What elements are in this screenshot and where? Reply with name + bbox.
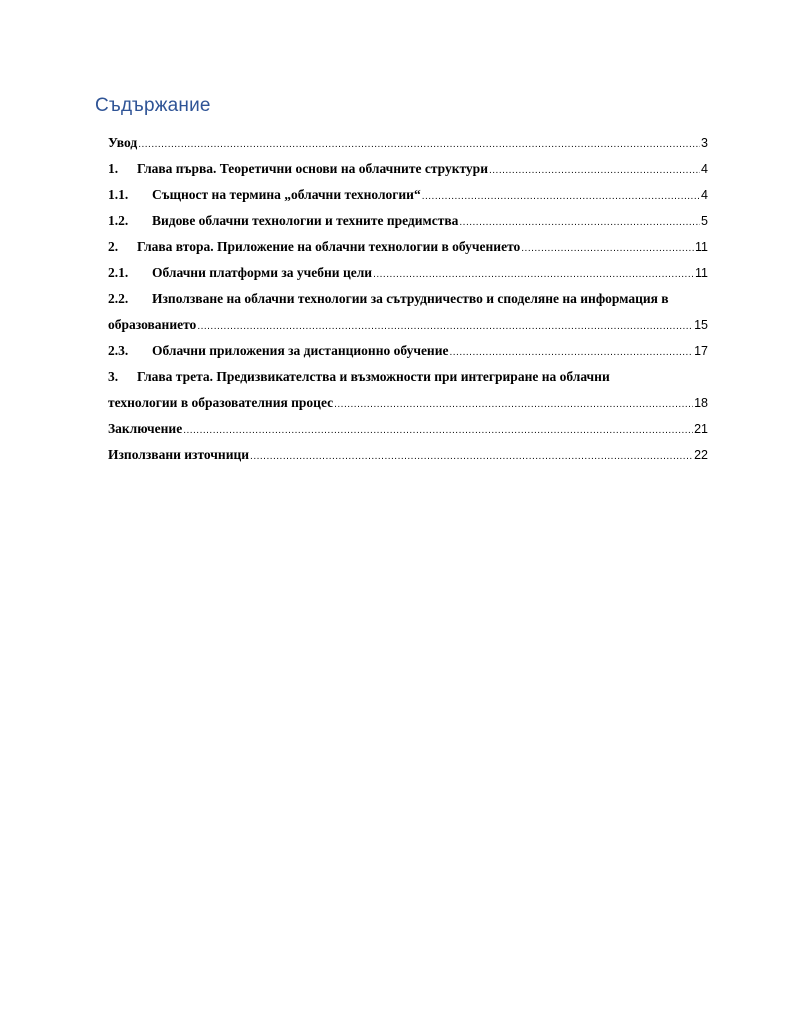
toc-entry-page: 4 bbox=[701, 188, 708, 202]
toc-leader-dots bbox=[373, 262, 694, 288]
toc-entry-number: 1.2. bbox=[108, 213, 129, 228]
toc-entry-page: 4 bbox=[701, 162, 708, 176]
toc-entry-text: Облачни приложения за дистанционно обучение bbox=[152, 343, 449, 358]
toc-leader-dots bbox=[489, 158, 700, 184]
toc-title: Съдържание bbox=[95, 95, 211, 116]
toc-leader-dots bbox=[450, 340, 694, 366]
toc-entry-text: Глава втора. Приложение на облачни технологии в обучението bbox=[137, 239, 521, 254]
toc-entry-text: Глава първа. Теоретични основи на облачните структури bbox=[137, 161, 488, 176]
toc-leader-dots bbox=[197, 314, 693, 340]
toc-entry-page: 11 bbox=[695, 240, 708, 254]
toc-entry-number: 2.1. bbox=[108, 265, 129, 280]
toc-entry-conclusion[interactable] bbox=[108, 416, 708, 442]
toc-leader-dots bbox=[250, 444, 693, 470]
toc-entry-chapter-3[interactable] bbox=[108, 364, 708, 390]
toc-entry-number: 1.1. bbox=[108, 187, 129, 202]
toc-entry-chapter-3-continued[interactable] bbox=[108, 390, 708, 416]
toc-leader-dots bbox=[138, 132, 700, 158]
toc-entry-number: 3. bbox=[108, 369, 119, 384]
toc-entry-section-2-1[interactable] bbox=[108, 260, 708, 286]
toc-entry-page: 5 bbox=[701, 214, 708, 228]
toc-entry-page: 17 bbox=[694, 344, 708, 358]
toc-leader-dots bbox=[422, 184, 700, 210]
toc-entry-page: 18 bbox=[694, 396, 708, 410]
toc-leader-dots bbox=[521, 236, 694, 262]
toc-entry-text: Облачни платформи за учебни цели bbox=[152, 265, 373, 280]
toc-entry-section-1-1[interactable] bbox=[108, 182, 708, 208]
toc-entry-page: 11 bbox=[695, 266, 708, 280]
toc-entry-text-continued: образованието bbox=[108, 317, 197, 332]
toc-entry-chapter-2[interactable] bbox=[108, 234, 708, 260]
toc-entry-section-1-2[interactable] bbox=[108, 208, 708, 234]
toc-entry-text: Използване на облачни технологии за сътрудничество и споделяне на информация в bbox=[152, 291, 669, 306]
table-of-contents bbox=[108, 130, 708, 468]
toc-entry-number: 2. bbox=[108, 239, 119, 254]
toc-entry-number: 2.2. bbox=[108, 291, 129, 306]
toc-leader-dots bbox=[183, 418, 693, 444]
toc-entry-text: Заключение bbox=[108, 421, 183, 436]
toc-entry-text: Видове облачни технологии и техните предимства bbox=[152, 213, 459, 228]
toc-entry-section-2-2-continued[interactable] bbox=[108, 312, 708, 338]
toc-entry-number: 1. bbox=[108, 161, 119, 176]
toc-entry-page: 21 bbox=[694, 422, 708, 436]
toc-entry-text: Глава трета. Предизвикателства и възможности при интегриране на облачни bbox=[137, 369, 610, 384]
toc-entry-section-2-2[interactable] bbox=[108, 286, 708, 312]
toc-entry-chapter-1[interactable] bbox=[108, 156, 708, 182]
toc-entry-number: 2.3. bbox=[108, 343, 129, 358]
toc-entry-intro[interactable] bbox=[108, 130, 708, 156]
toc-leader-dots bbox=[334, 392, 693, 418]
toc-entry-text: Увод bbox=[108, 135, 138, 150]
toc-entry-section-2-3[interactable] bbox=[108, 338, 708, 364]
toc-entry-page: 22 bbox=[694, 448, 708, 462]
toc-leader-dots bbox=[459, 210, 700, 236]
toc-entry-page: 15 bbox=[694, 318, 708, 332]
toc-entry-text-continued: технологии в образователния процес bbox=[108, 395, 334, 410]
toc-entry-page: 3 bbox=[701, 136, 708, 150]
toc-entry-text: Същност на термина „облачни технологии“ bbox=[152, 187, 421, 202]
toc-entry-sources[interactable] bbox=[108, 442, 708, 468]
toc-entry-text: Използвани източници bbox=[108, 447, 250, 462]
